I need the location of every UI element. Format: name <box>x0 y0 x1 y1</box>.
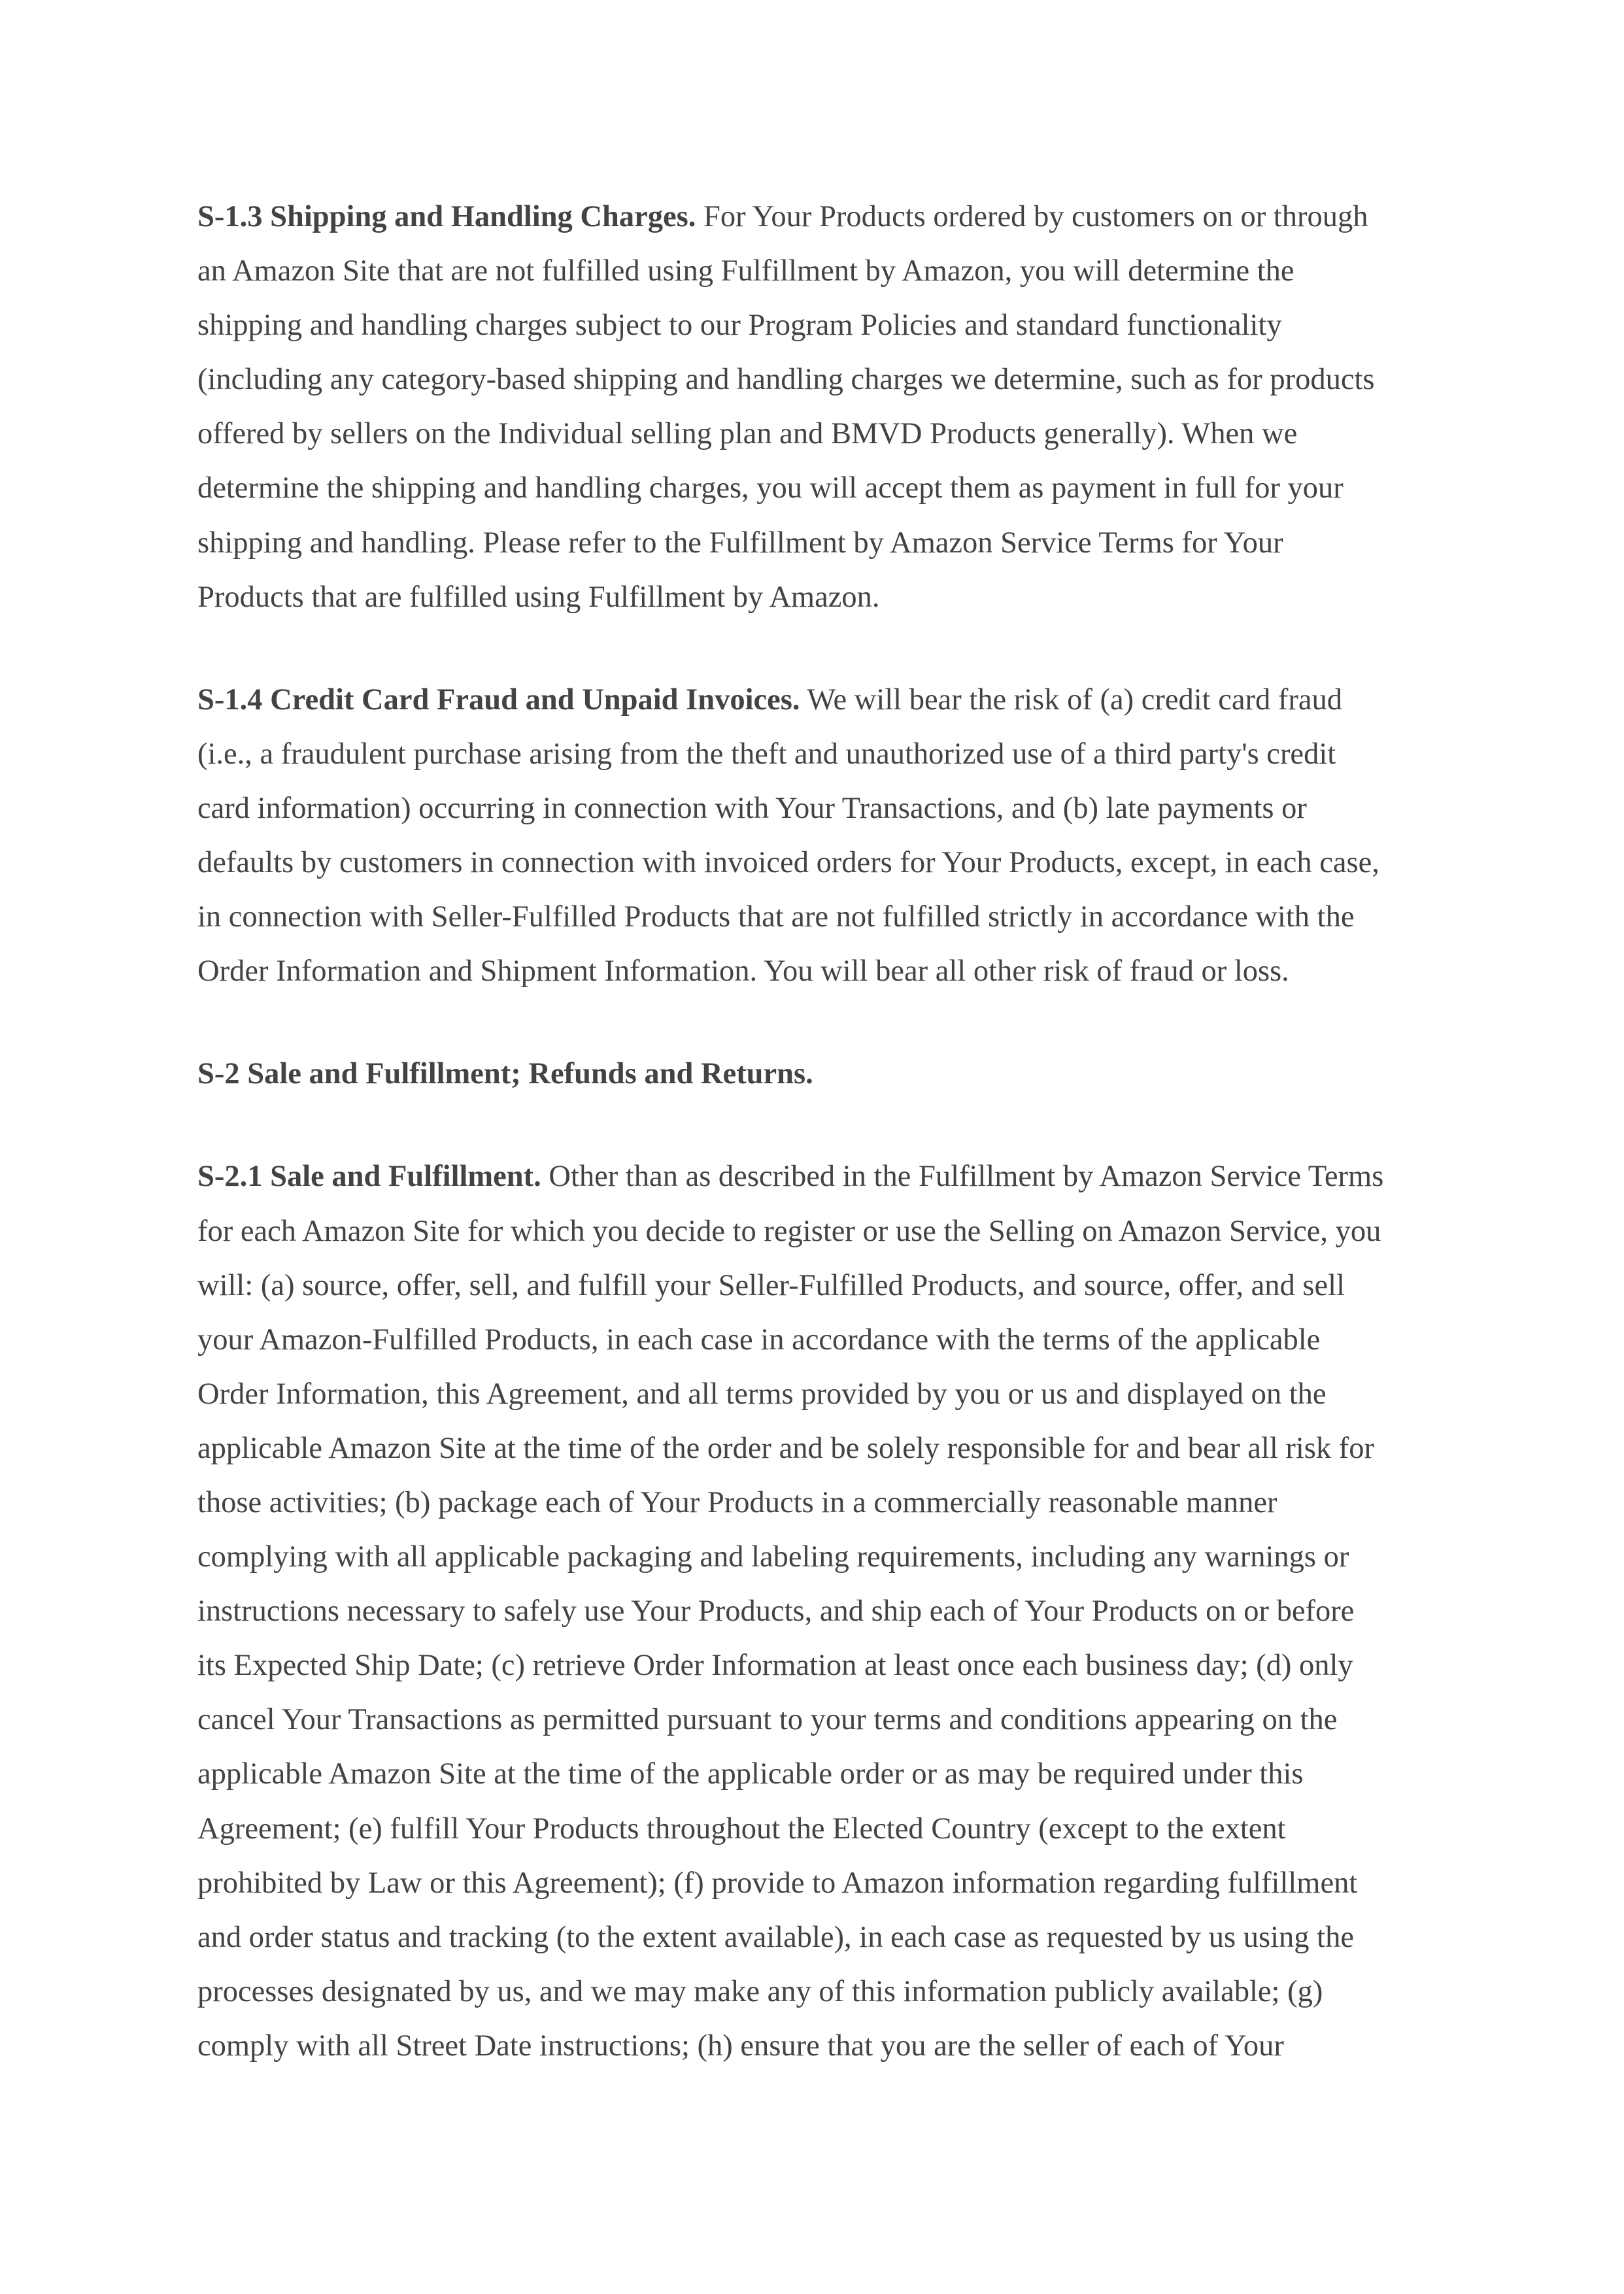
text-line: instructions necessary to safely use Your Products, and ship each of Your Products on or before <box>197 1594 1355 1628</box>
text-line: (i.e., a fraudulent purchase arising from the theft and unauthorized use of a third party's credit <box>197 737 1336 771</box>
text-line: those activities; (b) package each of Your Products in a commercially reasonable manner <box>197 1485 1277 1519</box>
text-line: its Expected Ship Date; (c) retrieve Order Information at least once each business day; (d) only <box>197 1649 1353 1683</box>
text-line: applicable Amazon Site at the time of the applicable order or as may be required under this <box>197 1757 1304 1791</box>
text-line: Products that are fulfilled using Fulfillment by Amazon. <box>197 580 880 614</box>
text-line: defaults by customers in connection with invoiced orders for Your Products, except, in each case, <box>197 846 1379 880</box>
text-line: will: (a) source, offer, sell, and fulfill your Seller-Fulfilled Products, and source, offer, and sell <box>197 1268 1345 1302</box>
document-page <box>197 190 1440 2073</box>
section-heading: S-2 Sale and Fulfillment; Refunds and Returns. <box>197 1057 813 1091</box>
text-line <box>197 673 1440 727</box>
text-line: and order status and tracking (to the extent available), in each case as requested by us using the <box>197 1920 1354 1954</box>
text-line: complying with all applicable packaging and labeling requirements, including any warnings or <box>197 1540 1349 1574</box>
text-line: (including any category-based shipping and handling charges we determine, such as for products <box>197 363 1375 397</box>
text-line: determine the shipping and handling charges, you will accept them as payment in full for your <box>197 471 1344 505</box>
text-line: processes designated by us, and we may make any of this information publicly available; (g) <box>197 1974 1323 2008</box>
text-line <box>197 1149 1440 1204</box>
text-line: Order Information, this Agreement, and all terms provided by you or us and displayed on the <box>197 1377 1327 1411</box>
text-line: comply with all Street Date instructions; (h) ensure that you are the seller of each of Your <box>197 2029 1284 2063</box>
text-line: your Amazon-Fulfilled Products, in each case in accordance with the terms of the applicable <box>197 1323 1321 1357</box>
text-run: Other than as described in the Fulfillment by Amazon Service Terms <box>541 1160 1384 1194</box>
text-line: in connection with Seller-Fulfilled Products that are not fulfilled strictly in accordance with the <box>197 900 1355 934</box>
text-line: shipping and handling. Please refer to the Fulfillment by Amazon Service Terms for Your <box>197 526 1283 560</box>
text-line <box>197 1047 1440 1101</box>
text-line <box>197 190 1440 244</box>
text-line: Order Information and Shipment Information. You will bear all other risk of fraud or loss. <box>197 954 1289 988</box>
text-run: We will bear the risk of (a) credit card fraud <box>800 683 1342 717</box>
text-line: card information) occurring in connection with Your Transactions, and (b) late payments or <box>197 791 1307 825</box>
text-run: For Your Products ordered by customers on or through <box>696 200 1368 233</box>
text-line: applicable Amazon Site at the time of the order and be solely responsible for and bear all risk for <box>197 1431 1374 1465</box>
section-s-1-3 <box>197 190 1440 624</box>
text-line: Agreement; (e) fulfill Your Products throughout the Elected Country (except to the extent <box>197 1812 1286 1846</box>
text-line: cancel Your Transactions as permitted pursuant to your terms and conditions appearing on the <box>197 1703 1338 1737</box>
text-line: for each Amazon Site for which you decide to register or use the Selling on Amazon Service, you <box>197 1214 1381 1248</box>
section-heading: S-1.3 Shipping and Handling Charges. <box>197 200 696 233</box>
text-line: prohibited by Law or this Agreement); (f) provide to Amazon information regarding fulfillment <box>197 1866 1358 1900</box>
section-s-2 <box>197 1047 1440 1101</box>
text-line: offered by sellers on the Individual selling plan and BMVD Products generally). When we <box>197 417 1298 451</box>
text-line: an Amazon Site that are not fulfilled using Fulfillment by Amazon, you will determine the <box>197 254 1294 288</box>
section-heading: S-2.1 Sale and Fulfillment. <box>197 1160 541 1194</box>
section-s-1-4 <box>197 673 1440 999</box>
text-line: shipping and handling charges subject to our Program Policies and standard functionality <box>197 309 1282 343</box>
section-heading: S-1.4 Credit Card Fraud and Unpaid Invoices. <box>197 683 800 717</box>
section-s-2-1 <box>197 1149 1440 2073</box>
